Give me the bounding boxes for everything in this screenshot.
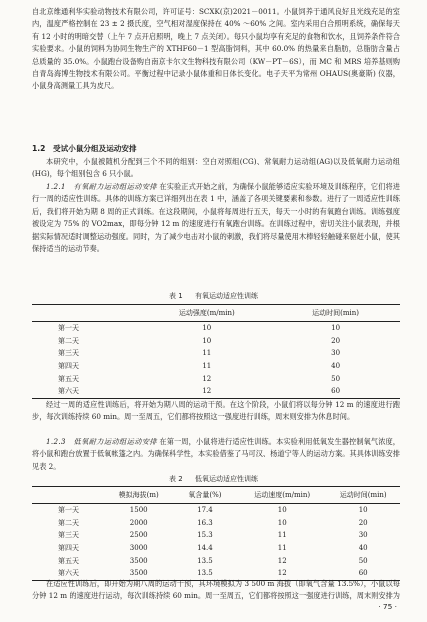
table2-hypoxic-adaptive-training	[32, 486, 400, 581]
paragraph-aerobic-schedule	[32, 181, 400, 255]
table1-title: 有氧运动适应性训练	[194, 292, 258, 300]
table2-cell-day: 第二天	[58, 518, 79, 527]
table2-cell-altitude: 2000	[129, 518, 148, 527]
table-row	[32, 542, 400, 555]
table2-cell-speed: 10	[277, 518, 287, 527]
table1-header-day	[32, 305, 142, 322]
table-row	[32, 347, 400, 360]
table1-cell-day: 第二天	[58, 336, 79, 345]
table2-header-day	[32, 487, 106, 504]
table1-cell-day: 第五天	[58, 374, 79, 383]
table1-cell-intensity: 10	[202, 324, 212, 333]
table-row	[32, 554, 400, 567]
table2-cell-altitude: 2500	[129, 531, 148, 540]
table-row	[32, 360, 400, 373]
table-row	[32, 322, 400, 335]
table2-cell-speed: 12	[238, 567, 326, 580]
table2-cell-day: 第一天	[58, 506, 79, 515]
paragraph-hypoxic-intervention: 在适应性训练后，即开始为期八周的运动干预，其环境模拟为 3 500 m 海拔（即氧气含量 13.5%），小鼠以每分钟 12 m 的速度进行运动，每次训练持续 60 min。周一至周五，它们都将按照这一强度进行训练，周末则安排为	[32, 579, 400, 601]
table-row	[32, 385, 400, 398]
table-row	[32, 372, 400, 385]
table2-cell-speed: 10	[277, 506, 287, 515]
paragraph-aerobic-intervention: 经过一周的适应性训练后，将开始为期八周的运动干预。在这个阶段，小鼠们将以每分钟 12 m 的速度进行跑步，每次训练持续 60 min。周一至周五，它们都将按照这一强度进行训练，周末则安排为休息时间。	[32, 400, 400, 422]
table1-cell-day: 第四天	[58, 362, 79, 371]
table2-cell-altitude: 3500	[106, 567, 172, 580]
paragraph-groups: 本研究中，小鼠被随机分配到三个不同的组别：空白对照组(CG)、常氧耐力运动组(AG)以及低氧耐力运动组(HG)，每个组别包含 6 只小鼠。	[32, 157, 400, 179]
table2-cell-oxygen: 13.5	[172, 567, 238, 580]
table2-cell-speed: 11	[277, 544, 287, 553]
table2-cell-day: 第五天	[58, 556, 79, 565]
table1-cell-day: 第一天	[58, 324, 79, 333]
table1-cell-intensity: 11	[202, 362, 212, 371]
table1-cell-time: 10	[331, 324, 341, 333]
table1-header-time: 运动时间(min)	[271, 305, 400, 322]
table2-cell-oxygen: 14.4	[197, 544, 213, 553]
table2-cell-oxygen: 16.3	[197, 518, 213, 527]
table2-cell-altitude: 3000	[129, 544, 148, 553]
table1-cell-time: 20	[331, 336, 341, 345]
table2-cell-day: 第四天	[58, 544, 79, 553]
section-heading-1-2: 1.2 受试小鼠分组及运动安排	[32, 144, 137, 153]
table2-caption	[0, 474, 427, 484]
table2-cell-time: 10	[358, 506, 368, 515]
table1-cell-time: 50	[331, 374, 341, 383]
subsection-heading-1-2-3: 1.2.3 低氧耐力运动组运动安排	[46, 437, 158, 446]
table1-cell-day: 第三天	[58, 349, 79, 358]
table2-cell-speed: 12	[277, 556, 287, 565]
table2-title: 低氧运动适应性训练	[194, 475, 258, 483]
table2-header-oxygen: 氧含量(%)	[172, 487, 238, 504]
table2-cell-day: 第六天	[32, 567, 106, 580]
table1-caption	[0, 291, 427, 301]
table1-number: 表 1	[169, 292, 183, 300]
table-header-row	[32, 305, 400, 322]
table-header-row	[32, 487, 400, 504]
table-row	[32, 517, 400, 530]
table2-cell-oxygen: 15.3	[197, 531, 213, 540]
paragraph-hypoxic-text: 在第一周，小鼠将进行适应性训练。本实验利用低氧发生器控制氧气浓度，将小鼠和跑台放置于低氧帐篷之内。为确保科学性，本实验借鉴了马可汉、杨道宁等人的运动方案。其具体训练安排见表 2。	[32, 437, 400, 471]
table2-cell-oxygen: 17.4	[197, 506, 213, 515]
paragraph-hypoxic-schedule	[32, 436, 400, 473]
table1-cell-time: 60	[271, 385, 400, 398]
table1-cell-time: 40	[331, 362, 341, 371]
table-row	[32, 529, 400, 542]
table1-cell-time: 30	[331, 349, 341, 358]
table1-header-intensity: 运动强度(m/min)	[142, 305, 271, 322]
page-number: · 75 ·	[378, 602, 397, 611]
table1-cell-intensity: 12	[202, 374, 212, 383]
paragraph-aerobic-text: 在实验正式开始之前，为确保小鼠能够适应实验环境及训练程序，它们将进行一周的适应性训练。具体的训练方案已详细列出在表 1 中，涵盖了各项关键要素和参数。进行了一周适应性训练后，我们将开始为期 8 周的正式训练。在这段期间，小鼠将每周进行五天，每天一小时的有氧跑台训练。训练强度被设定为 75% 的 VO2max，即每分钟 12 m 的速度进行有氧跑台训练。在训练过程中，密切关注小鼠表现，并根据实际情况适时调整运动强度。同时，为了减少电击对小鼠的刺激，我们将尽量使用木棒轻轻触碰来驱赶小鼠，使其保持适当的运动节奏。	[32, 182, 400, 254]
table2-cell-time: 40	[358, 544, 368, 553]
table2-cell-time: 30	[358, 531, 368, 540]
table2-cell-time: 50	[358, 556, 368, 565]
table1-cell-intensity: 11	[202, 349, 212, 358]
table2-number: 表 2	[169, 475, 183, 483]
intro-paragraph: 自北京维通利华实验动物技术有限公司，许可证号：SCXK(京)2021－0011。小鼠饲养于通风良好且光线充足的室内，温度严格控制在 23 ± 2 摄氏度，空气相对湿度保持在 40% ～60% 之间。室内采用白合照明系统，确保每天有 12 小时的明暗交替（上午 7 点开启照明，晚上 7 点关闭）。每只小鼠均享有充足的食物和饮水，且饲养条件符合实验要求。小鼠的饲料为协同生物生产的 XTHF60－1 型高脂饲料，其中 60.0% 的热量来自脂肪，总脂肪含量占总质量的 35.0%。小鼠跑台设备购自南京卡尔文生物科技有限公司（KW－PT－6S），而 MC 和 MRS 培养基则购自青岛海博生物技术有限公司。平衡过程中记录小鼠体重和日体长变化。电子天平为常州 OHAUS(奥豪斯) 仪器，小鼠身高测量工具为皮尺。	[32, 7, 400, 91]
table-row	[32, 335, 400, 348]
table2-header-speed: 运动速度(m/min)	[238, 487, 326, 504]
table1-cell-intensity: 12	[142, 385, 271, 398]
table2-cell-time: 60	[326, 567, 400, 580]
table2-header-altitude: 模拟海拔(m)	[106, 487, 172, 504]
table2-cell-oxygen: 13.5	[197, 556, 213, 565]
table2-cell-speed: 11	[277, 531, 287, 540]
table1-cell-intensity: 10	[202, 336, 212, 345]
subsection-heading-1-2-1: 1.2.1 有氧耐力运动组运动安排	[46, 182, 158, 191]
table2-cell-altitude: 3500	[129, 556, 148, 565]
table2-cell-time: 20	[358, 518, 368, 527]
table-row	[32, 504, 400, 517]
table2-header-time: 运动时间(min)	[326, 487, 400, 504]
table2-cell-altitude: 1500	[129, 506, 148, 515]
table1-aerobic-adaptive-training	[32, 304, 400, 399]
table2-cell-day: 第三天	[58, 531, 79, 540]
table1-cell-day: 第六天	[32, 385, 142, 398]
